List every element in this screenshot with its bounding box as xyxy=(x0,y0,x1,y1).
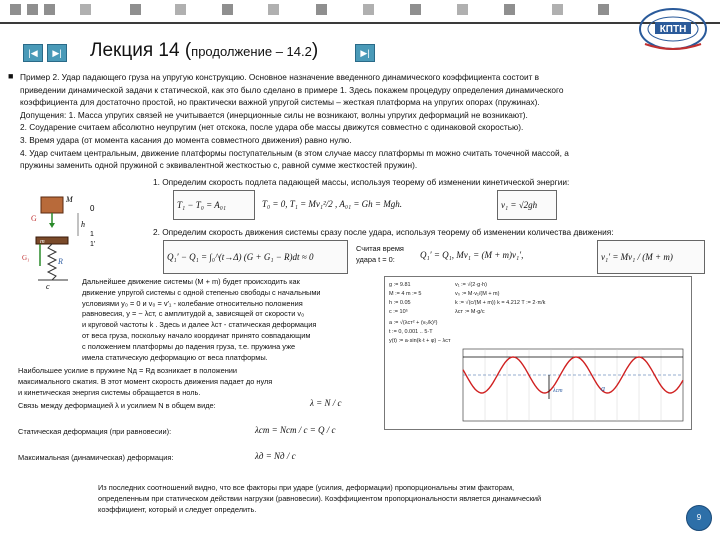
conclusion-text xyxy=(98,483,688,515)
decor-square xyxy=(457,4,468,15)
title-close: ) xyxy=(311,40,319,61)
title-main: Лекция 14 ( xyxy=(90,40,192,61)
max-force-text xyxy=(18,366,384,398)
max-force-line: максимального сжатия. В этот момент скорость движения падает до нуля xyxy=(18,376,273,386)
diagram-label-1-prime: 1' xyxy=(90,241,96,248)
intro-line: коэффициента для достаточно простой, но практически важной упругой системы – жесткая платформа на упругих опорах (пружинах). xyxy=(20,97,540,108)
intro-line: приведении динамической задачи к статической, как это было сделано в примере 1. Здесь покажем процедуру определения динамического xyxy=(20,84,564,95)
mathcad-line: a := √(λст² + (v₀/k)²) xyxy=(389,320,438,326)
dynamic-deformation-text: Максимальная (динамическая) деформация: xyxy=(18,453,174,462)
motion-line: имела статическую деформацию от веса платформы. xyxy=(82,352,268,362)
spring xyxy=(48,244,56,280)
decor-square xyxy=(410,4,421,15)
diagram-label-1: 1 xyxy=(90,231,94,238)
decor-square xyxy=(10,4,21,15)
diagram-label-0: 0 xyxy=(90,204,95,213)
intro-line: Пример 2. Удар падающего груза на упругую конструкцию. Основное назначение введенного динамического коэффициента состоит в xyxy=(20,72,540,82)
max-force-line: и кинетическая энергия системы обращается в ноль. xyxy=(18,387,201,397)
motion-line: условиями y₀ = 0 и v₀ = v′₁ - колебание относительно положения xyxy=(82,298,303,308)
mathcad-line: y(t) := a·sin(k·t + φ) − λст xyxy=(389,338,451,344)
formula-velocity-after-impact: v₁′ = Mv₁ / (M + m) xyxy=(597,240,705,274)
decor-square xyxy=(222,4,233,15)
formula-energy-terms: T₀ = 0, T₁ = Mv₁²/2 , A₀₁ = Gh = Mgh. xyxy=(262,199,402,209)
decor-square xyxy=(80,4,91,15)
formula-energy-theorem: T₁ − T₀ = A₀₁ xyxy=(173,190,255,220)
conclusion-line: определенным при статическом действии нагрузки (равновесии). Коэффициентом пропорциональности является динамический xyxy=(98,493,542,503)
formula-impact-velocity: v₁ = √2gh xyxy=(497,190,557,220)
impact-time-note: Считая время удара t = 0: xyxy=(356,244,404,264)
motion-line: с положением платформы до падения груза, т.е. пружина уже xyxy=(82,341,296,351)
mathcad-panel xyxy=(384,276,692,430)
motion-line: и круговой частоты k . Здесь и далее λст - статическая деформация xyxy=(82,320,317,330)
diagram-label-R: R xyxy=(58,257,63,266)
formula-deformation-general: λ = N / c xyxy=(310,398,342,408)
logo-text: КПТН xyxy=(659,24,687,35)
deformation-relation-text: Связь между деформацией λ и усилием N в общем виде: xyxy=(18,401,216,410)
header-divider xyxy=(0,22,720,24)
intro-line: пружины заменить одной пружиной с эквивалентной жесткостью c, равной сумме жесткостей пружин). xyxy=(20,160,418,171)
diagram-label-G1: G₁ xyxy=(22,254,30,262)
mathcad-line: v₁ := √(2·g·h) xyxy=(455,282,487,288)
mathcad-line: v₀ := M·v₁/(M + m) xyxy=(455,291,500,297)
lambda-static-label: λст xyxy=(553,388,563,394)
intro-line: 3. Время удара (от момента касания до момента совместного движения) равно нулю. xyxy=(20,134,352,145)
page-title xyxy=(90,40,318,62)
formula-dynamic-deformation: λд = Nд / c xyxy=(255,451,296,461)
diagram-label-G: G xyxy=(31,214,37,223)
decor-square xyxy=(598,4,609,15)
motion-line: движение упругой системы с одной степенью свободы с начальными xyxy=(82,287,321,297)
mathcad-line: g := 9.81 xyxy=(389,282,411,288)
decor-square xyxy=(175,4,186,15)
intro-paragraph xyxy=(20,71,710,172)
max-force-line: Наибольшее усилие в пружине Nд = Rд возникает в положении xyxy=(18,366,238,375)
decor-square xyxy=(363,4,374,15)
decor-square xyxy=(130,4,141,15)
mathcad-line: λст := M·g/c xyxy=(455,309,485,315)
weight-arrow-head xyxy=(49,223,55,228)
formula-static-deformation: λст = Nст / c = Q / c xyxy=(255,425,336,435)
formula-momentum-conservation: Q₁′ = Q₁, Mv₁ = (M + m)v₁′, xyxy=(420,250,524,260)
diagram-label-h: h xyxy=(81,220,85,229)
step1-text: 1. Определим скорость подлета падающей массы, используя теорему об изменении кинетической энергии: xyxy=(153,177,570,187)
decor-square xyxy=(504,4,515,15)
formula-momentum-theorem: Q₁′ − Q₁ = ∫₀^(t→Δ) (G + G₁ − R)dt ≈ 0 xyxy=(163,240,348,274)
motion-line: Дальнейшее движение системы (M + m) будет происходить как xyxy=(82,277,300,286)
intro-line: 4. Удар считаем центральным, движение платформы поступательным (в этом случае массу платформы m можно считать точечной массой, а xyxy=(20,147,569,158)
conclusion-line: Из последних соотношений видно, что все факторы при ударе (усилия, деформации) пропорциональны этим факторам, xyxy=(98,483,515,492)
mathcad-line: h := 0.05 xyxy=(389,300,411,306)
next-slide-button[interactable]: ▶| xyxy=(47,44,67,62)
mathcad-line: t := 0, 0.001 .. 5·T xyxy=(389,329,433,335)
diagram-label-c: c xyxy=(46,282,50,291)
amplitude-label: a xyxy=(601,384,605,393)
motion-line: от веса груза, поскольку начало координат принято совпадающим xyxy=(82,330,311,340)
mathcad-line: k := √(c/(M + m)) k = 4.212 T := 2·π/k xyxy=(455,300,546,306)
title-subtitle: продолжение – 14.2 xyxy=(191,44,312,59)
step2-text: 2. Определим скорость движения системы сразу после удара, используя теорему об изменении количества движения: xyxy=(153,227,614,237)
prev-slide-button[interactable]: |◀ xyxy=(23,44,43,62)
mathcad-svg xyxy=(385,277,691,429)
decor-square xyxy=(268,4,279,15)
motion-description xyxy=(82,277,382,363)
intro-line: Допущения: 1. Масса упругих связей не учитывается (инерционные силы не возникают, волны упругих деформаций не возникают). xyxy=(20,109,528,120)
last-slide-button[interactable]: ▶| xyxy=(355,44,375,62)
bullet-icon: ■ xyxy=(8,71,14,81)
decor-square xyxy=(44,4,55,15)
falling-mass-block xyxy=(41,197,63,213)
intro-line: 2. Соударение считаем абсолютно неупругим (нет отскока, после удара обе массы движутся совместно с одинаковой скоростью). xyxy=(20,122,524,133)
diagram-label-M: M xyxy=(66,195,73,204)
mathcad-line: M := 4 m := 5 xyxy=(389,291,422,297)
institute-logo xyxy=(637,4,709,54)
motion-line: равновесия, y = − λст, с амплитудой a, зависящей от скорости v₀ xyxy=(82,309,305,319)
diagram-label-m: m xyxy=(40,238,45,245)
top-decor-bar xyxy=(0,0,720,20)
page-number-badge: 9 xyxy=(686,505,712,531)
conclusion-line: коэффициент, который и следует определить. xyxy=(98,504,257,514)
static-deformation-text: Статическая деформация (при равновесии): xyxy=(18,427,172,436)
mathcad-line: c := 10⁵ xyxy=(389,309,408,315)
decor-square xyxy=(27,4,38,15)
decor-square xyxy=(316,4,327,15)
decor-square xyxy=(552,4,563,15)
